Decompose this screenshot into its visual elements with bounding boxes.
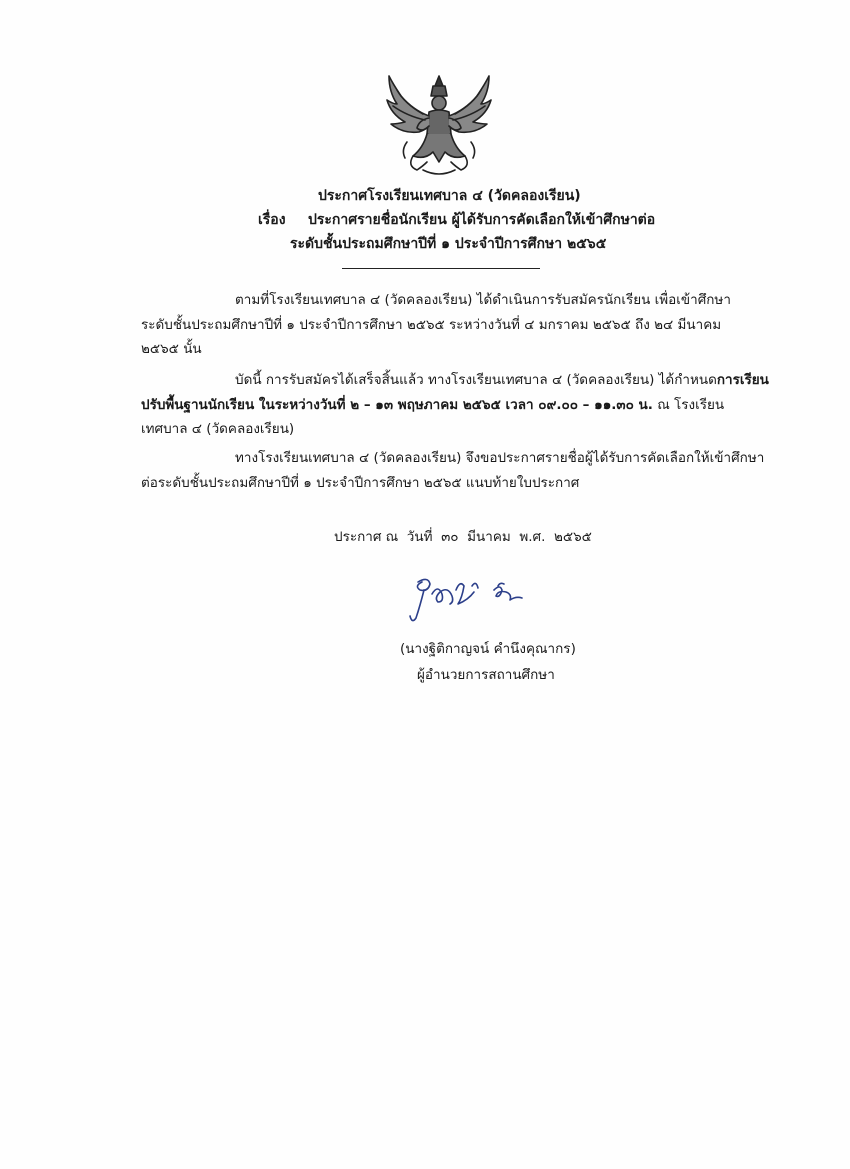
paragraph-2	[141, 368, 769, 442]
announcement-level: ระดับชั้นประถมศึกษาปีที่ ๑ ประจำปีการศึกษา ๒๕๖๕	[290, 236, 607, 252]
paragraph-2-line-3: เทศบาล ๔ (วัดคลองเรียน)	[141, 421, 295, 437]
announcement-heading: ประกาศโรงเรียนเทศบาล ๔ (วัดคลองเรียน)	[318, 188, 581, 204]
paragraph-1-line-2: ระดับชั้นประถมศึกษาปีที่ ๑ ประจำปีการศึกษา ๒๕๖๕ ระหว่างวันที่ ๔ มกราคม ๒๕๖๕ ถึง ๒๔ มีนาคม	[141, 316, 722, 333]
signer-name: (นางฐิติกาญจน์ คำนึงคุณากร)	[400, 641, 576, 657]
paragraph-1	[141, 288, 751, 362]
paragraph-2-line-1-bold: การเรียน	[716, 372, 769, 388]
handwritten-signature	[398, 572, 538, 628]
paragraph-3-line-2: ต่อระดับชั้นประถมศึกษาปีที่ ๑ ประจำปีการศึกษา ๒๕๖๕ แนบท้ายใบประกาศ	[141, 474, 580, 491]
paragraph-3-line-1: ทางโรงเรียนเทศบาล ๔ (วัดคลองเรียน) จึงขอประกาศรายชื่อผู้ได้รับการคัดเลือกให้เข้าศึกษา	[235, 450, 765, 466]
paragraph-3	[141, 446, 765, 495]
garuda-emblem-icon	[383, 70, 495, 180]
signer-position: ผู้อำนวยการสถานศึกษา	[417, 667, 555, 683]
paragraph-2-line-1: บัดนี้ การรับสมัครได้เสร็จสิ้นแล้ว ทางโรงเรียนเทศบาล ๔ (วัดคลองเรียน) ได้กำหนด	[235, 372, 717, 388]
paragraph-2-line-2-bold: ปรับพื้นฐานนักเรียน ในระหว่างวันที่ ๒ – ๑๓ พฤษภาคม ๒๕๖๕ เวลา ๐๙.๐๐ – ๑๑.๓๐ น.	[141, 396, 653, 413]
announcement-date: ประกาศ ณ วันที่ ๓๐ มีนาคม พ.ศ. ๒๕๖๕	[334, 529, 592, 545]
paragraph-1-line-1: ตามที่โรงเรียนเทศบาล ๔ (วัดคลองเรียน) ได้ดำเนินการรับสมัครนักเรียน เพื่อเข้าศึกษา	[235, 292, 731, 308]
subject-label: เรื่อง	[258, 212, 286, 228]
header-divider	[342, 268, 540, 269]
paragraph-1-line-3: ๒๕๖๕ นั้น	[141, 341, 202, 357]
paragraph-2-line-2: ณ โรงเรียน	[652, 396, 725, 413]
announcement-subject	[258, 208, 718, 232]
subject-text: ประกาศรายชื่อนักเรียน ผู้ได้รับการคัดเลือกให้เข้าศึกษาต่อ	[308, 212, 656, 228]
